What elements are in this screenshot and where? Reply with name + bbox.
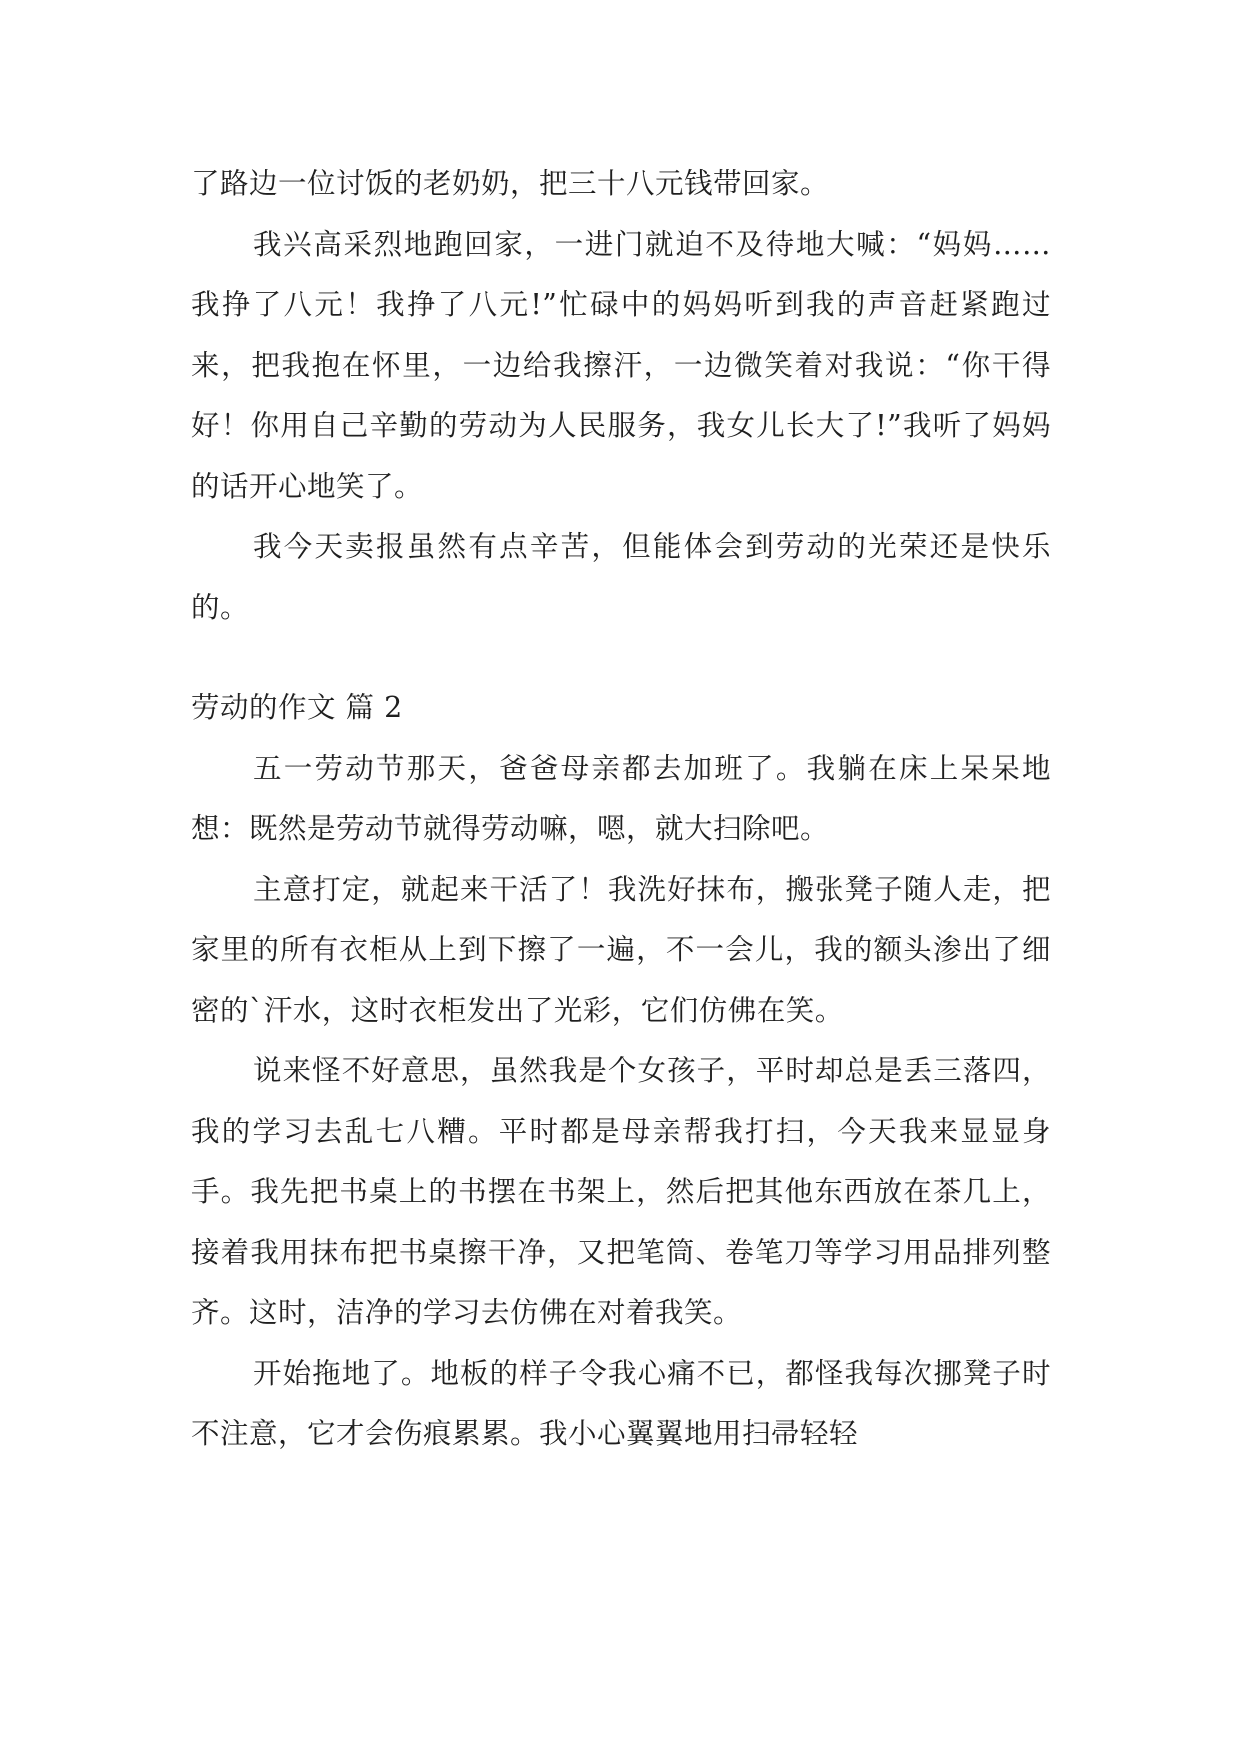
paragraph: 开始拖地了。地板的样子令我心痛不已，都怪我每次挪凳子时不注意，它才会伤痕累累。我小心翼翼地用扫帚轻轻	[191, 1356, 1051, 1450]
paragraph-continuation: 了路边一位讨饭的老奶奶，把三十八元钱带回家。	[191, 167, 830, 200]
document-body	[191, 154, 1051, 1465]
paragraph: 说来怪不好意思，虽然我是个女孩子，平时却总是丢三落四，我的学习去乱七八糟。平时都是母亲帮我打扫，今天我来显显身手。我先把书桌上的书摆在书架上，然后把其他东西放在茶几上，接着我用抹布把书桌擦干净，又把笔筒、卷笔刀等学习用品排列整齐。这时，洁净的学习去仿佛在对着我笑。	[191, 1054, 1051, 1329]
paragraph: 主意打定，就起来干活了！我洗好抹布，搬张凳子随人走，把家里的所有衣柜从上到下擦了一遍，不一会儿，我的额头渗出了细密的`汗水，这时衣柜发出了光彩，它们仿佛在笑。	[191, 872, 1051, 1027]
paragraph: 我今天卖报虽然有点辛苦，但能体会到劳动的光荣还是快乐的。	[191, 530, 1051, 624]
paragraph: 我兴高采烈地跑回家，一进门就迫不及待地大喊：“妈妈……我挣了八元！我挣了八元!”忙碌中的妈妈听到我的声音赶紧跑过来，把我抱在怀里，一边给我擦汗，一边微笑着对我说：“你干得好！你用自己辛勤的劳动为人民服务，我女儿长大了!”我听了妈妈的话开心地笑了。	[191, 227, 1051, 503]
section-heading: 劳动的作文 篇 2	[191, 691, 403, 724]
paragraph: 五一劳动节那天，爸爸母亲都去加班了。我躺在床上呆呆地想：既然是劳动节就得劳动嘛，嗯，就大扫除吧。	[191, 751, 1051, 845]
